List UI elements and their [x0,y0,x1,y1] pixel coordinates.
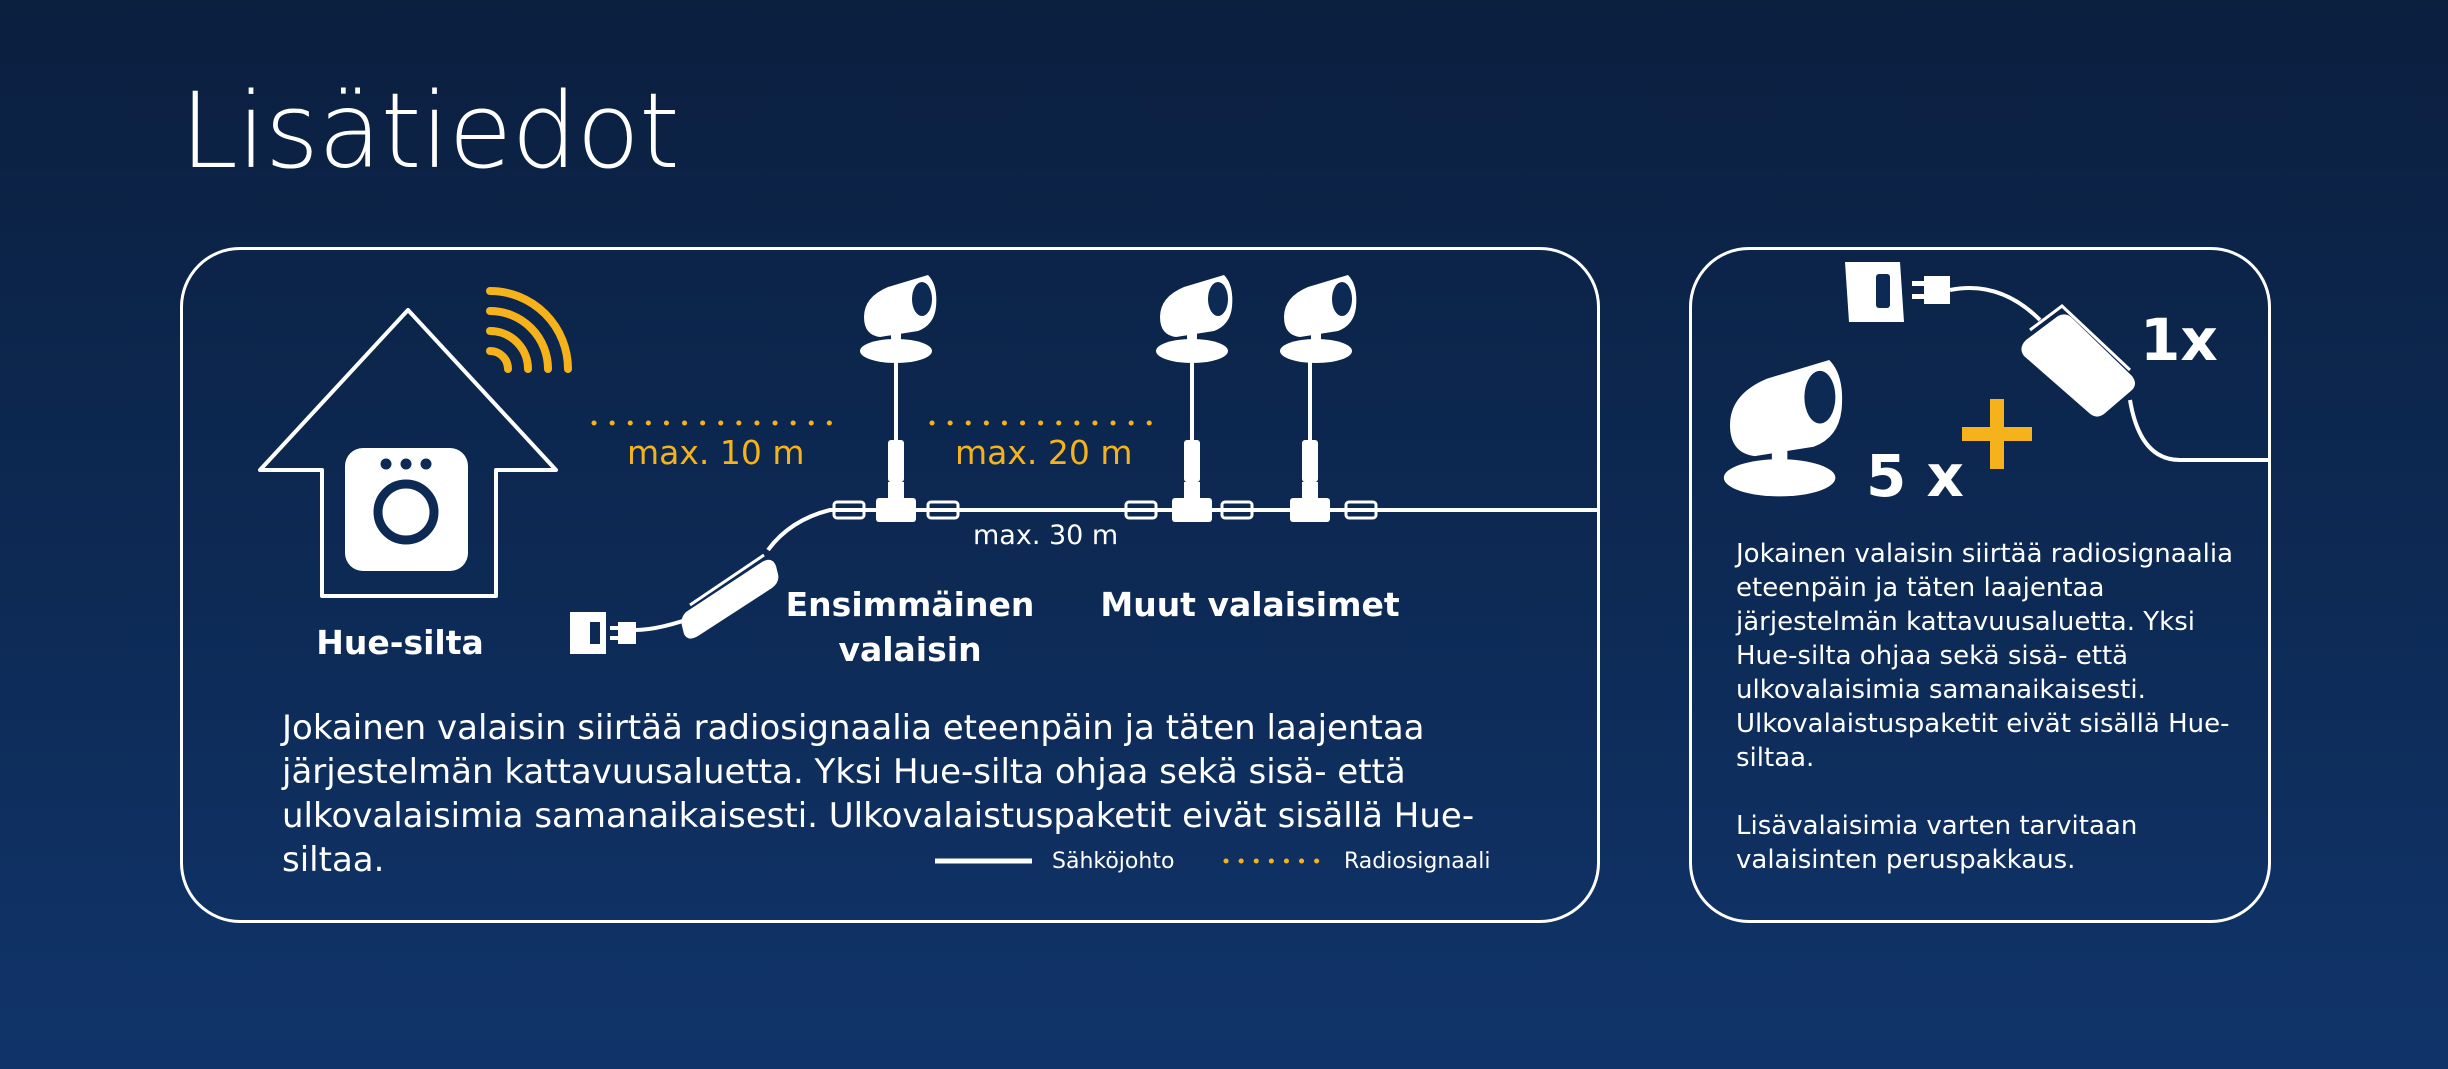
plug-icon [610,622,636,644]
legend-radio-label: Radiosignaali [1344,849,1491,874]
cable-distance: max. 30 m [973,520,1119,551]
plug-icon [1912,276,1950,304]
wall-socket-icon [1845,262,1904,322]
radio-distance-1: max. 10 m [627,433,805,472]
radio-distance-2: max. 20 m [955,433,1133,472]
light-count: 5 x [1866,442,1964,510]
first-light-label: Ensimmäinen valaisin [785,585,1035,669]
hue-bridge-icon [345,448,468,571]
legend-power-label: Sähköjohto [1052,849,1175,874]
wifi-signal-icon [490,271,568,369]
side-description-2: Lisävalaisimia varten tarvitaan valaisinten peruspakkaus. [1736,811,2138,875]
spotlight-icon [860,275,936,363]
power-adapter-icon [2021,306,2135,417]
side-description [1736,537,2256,911]
side-description-1: Jokainen valaisin siirtää radiosignaalia eteenpäin ja täten laajentaa järjestelmän kattavuusaluetta. Yksi Hue-silta ohjaa sekä sisä- että ulkovalaisimia samanaikaisesti. Ulkovalaistuspaketit eivät sisällä Hue-siltaa. [1736,539,2234,773]
page-title: Lisätiedot [180,70,679,192]
main-description: Jokainen valaisin siirtää radiosignaalia eteenpäin ja täten laajentaa järjestelmän kattavuusaluetta. Yksi Hue-silta ohjaa sekä sisä- että ulkovalaisimia samanaikaisesti. Ulkovalaistuspaketit eivät sisällä Hue-siltaa. [282,708,1475,880]
spotlight-icon [1724,360,1842,496]
plus-icon [1962,399,2032,469]
spotlight-icon [1280,275,1356,363]
adapter-count: 1x [2140,306,2218,374]
other-lights-label: Muut valaisimet [1100,585,1400,624]
bridge-label: Hue-silta [316,623,484,662]
spotlight-icon [1156,275,1232,363]
wall-socket-icon [570,612,606,654]
light-cables [896,360,1310,440]
